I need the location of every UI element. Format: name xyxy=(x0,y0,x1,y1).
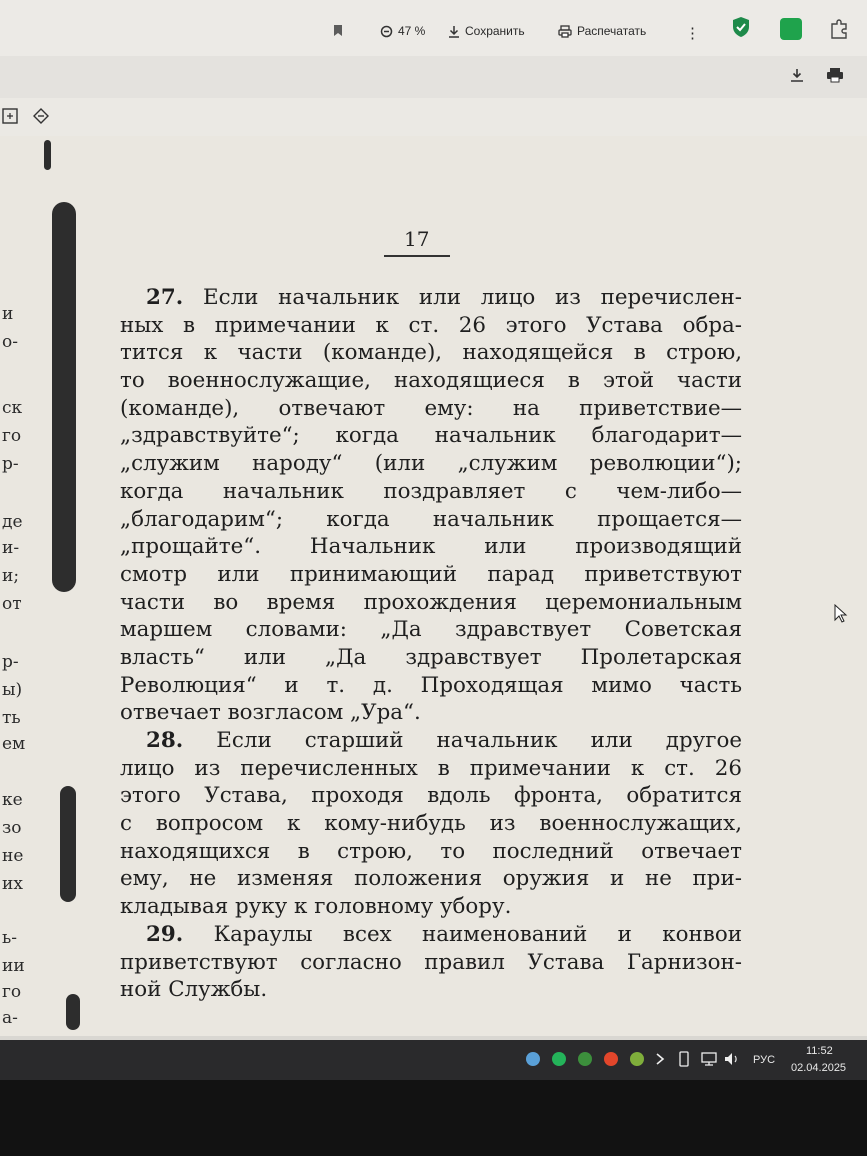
text-line: ных в примечании к ст. 26 этого Устава обра- xyxy=(120,312,742,338)
network-icon[interactable] xyxy=(700,1052,718,1066)
margin-fragment: от xyxy=(2,594,22,614)
margin-fragment: а- xyxy=(2,1008,18,1028)
text-line: кладывая руку к головному убору. xyxy=(120,894,512,920)
spreadsheet-extension-icon[interactable] xyxy=(780,18,802,40)
input-language[interactable]: РУС xyxy=(753,1054,776,1066)
margin-fragment: ии xyxy=(2,956,25,976)
binding-shadow xyxy=(66,994,80,1030)
zoom-level: 47 % xyxy=(398,24,426,38)
text-line: ной Службы. xyxy=(120,977,268,1003)
article-28 xyxy=(120,727,742,921)
margin-fragment: о- xyxy=(2,332,18,352)
margin-fragment: де xyxy=(2,512,23,532)
rotate-icon[interactable] xyxy=(32,107,50,125)
text-line: лицо из перечисленных в примечании к ст. 26 xyxy=(120,755,742,781)
app-tray-icon[interactable] xyxy=(604,1052,618,1066)
document-page xyxy=(0,136,867,1036)
text-line: „благодарим“; когда начальник прощается— xyxy=(120,506,742,532)
text-line: маршем словами: „Да здравствует Советская xyxy=(120,617,742,643)
binding-shadow xyxy=(60,786,76,902)
text-line: ему, не изменяя положения оружия и не при- xyxy=(120,866,742,892)
save-label: Сохранить xyxy=(465,24,525,38)
margin-fragment: и xyxy=(2,304,14,324)
margin-fragment: р- xyxy=(2,454,19,474)
margin-fragment: ем xyxy=(2,734,26,754)
print-button[interactable] xyxy=(558,24,646,38)
previous-page-margin xyxy=(0,136,28,1036)
margin-fragment: ть xyxy=(2,708,21,728)
binding-shadow xyxy=(44,140,51,170)
margin-fragment: ы) xyxy=(2,680,23,700)
line-text: Караулы всех наименований и конвои xyxy=(213,921,742,947)
binding-shadow xyxy=(52,202,76,592)
article-number: 27. xyxy=(146,285,184,310)
print-label: Распечатать xyxy=(577,24,647,38)
zoom-button[interactable] xyxy=(380,24,425,38)
more-options-button[interactable]: ⋮ xyxy=(685,25,700,42)
text-line xyxy=(120,921,742,949)
nvidia-icon[interactable] xyxy=(578,1052,592,1066)
text-line: приветствуют согласно правил Устава Гарнизон- xyxy=(120,949,742,975)
article-number: 28. xyxy=(146,728,184,753)
windows-taskbar xyxy=(0,1040,867,1080)
text-line: „прощайте“. Начальник или производящий xyxy=(120,534,742,560)
browser-toolbar xyxy=(0,0,867,56)
page-body xyxy=(120,284,742,1004)
clock-date[interactable]: 02.04.2025 xyxy=(791,1062,847,1074)
margin-fragment: зо xyxy=(2,818,22,838)
printer-icon xyxy=(558,25,572,38)
pdf-secondary-toolbar xyxy=(0,98,867,137)
bookmark-icon[interactable] xyxy=(333,24,343,37)
mouse-cursor-icon xyxy=(834,604,848,624)
pdf-download-icon[interactable] xyxy=(790,68,804,82)
margin-fragment: ке xyxy=(2,790,23,810)
margin-fragment: го xyxy=(2,982,22,1002)
text-line: отвечает возгласом „Ура“. xyxy=(120,700,421,726)
article-27 xyxy=(120,284,742,727)
margin-fragment: ск xyxy=(2,398,23,418)
text-line: „здравствуйте“; когда начальник благодарит— xyxy=(120,423,742,449)
text-line: части во время прохождения церемониальным xyxy=(120,589,742,615)
margin-fragment: го xyxy=(2,426,22,446)
margin-fragment: и; xyxy=(2,566,20,586)
text-line: то военнослужащие, находящиеся в этой части xyxy=(120,368,742,394)
pdf-toolbar xyxy=(0,56,867,98)
margin-fragment: не xyxy=(2,846,24,866)
usb-device-icon[interactable] xyxy=(678,1051,690,1067)
shield-extension-icon[interactable] xyxy=(730,16,752,38)
monitor-bezel xyxy=(0,1080,867,1156)
line-text: Если начальник или лицо из перечислен- xyxy=(202,285,742,310)
text-line xyxy=(120,284,742,312)
steam-icon[interactable] xyxy=(526,1052,540,1066)
line-text: Если старший начальник или другое xyxy=(216,728,742,753)
show-hidden-icons-icon[interactable] xyxy=(655,1053,665,1065)
margin-fragment: р- xyxy=(2,652,19,672)
fit-page-icon[interactable] xyxy=(2,108,18,124)
margin-fragment: ь- xyxy=(2,928,17,948)
text-line: с вопросом к кому-нибудь из военнослужащих, xyxy=(120,811,742,837)
text-line xyxy=(120,727,742,755)
download-icon xyxy=(448,25,460,38)
text-line: этого Устава, проходя вдоль фронта, обратится xyxy=(120,783,742,809)
clock-time[interactable]: 11:52 xyxy=(806,1045,833,1057)
pdf-print-icon[interactable] xyxy=(826,67,844,83)
puzzle-extension-icon[interactable] xyxy=(828,18,850,40)
text-line: находящихся в строю, то последний отвечает xyxy=(120,838,742,864)
zoom-icon xyxy=(380,25,393,38)
save-button[interactable] xyxy=(448,24,525,38)
text-line: „служим народу“ (или „служим революции“); xyxy=(120,451,742,477)
text-line: (команде), отвечают ему: на приветствие— xyxy=(120,395,742,421)
margin-fragment: их xyxy=(2,874,23,894)
text-line: смотр или принимающий парад приветствуют xyxy=(120,561,742,587)
page-number-rule xyxy=(384,255,450,257)
security-tray-icon[interactable] xyxy=(630,1052,644,1066)
article-29 xyxy=(120,921,742,1004)
text-line: Революция“ и т. д. Проходящая мимо часть xyxy=(120,672,742,698)
page-number: 17 xyxy=(404,227,430,251)
article-number: 29. xyxy=(146,921,184,947)
margin-fragment: и- xyxy=(2,538,20,558)
text-line: власть“ или „Да здравствует Пролетарская xyxy=(120,644,742,670)
text-line: тится к части (команде), находящейся в строю, xyxy=(120,340,742,366)
volume-icon[interactable] xyxy=(724,1052,740,1066)
text-line: когда начальник поздравляет с чем-либо— xyxy=(120,478,742,504)
messenger-icon[interactable] xyxy=(552,1052,566,1066)
